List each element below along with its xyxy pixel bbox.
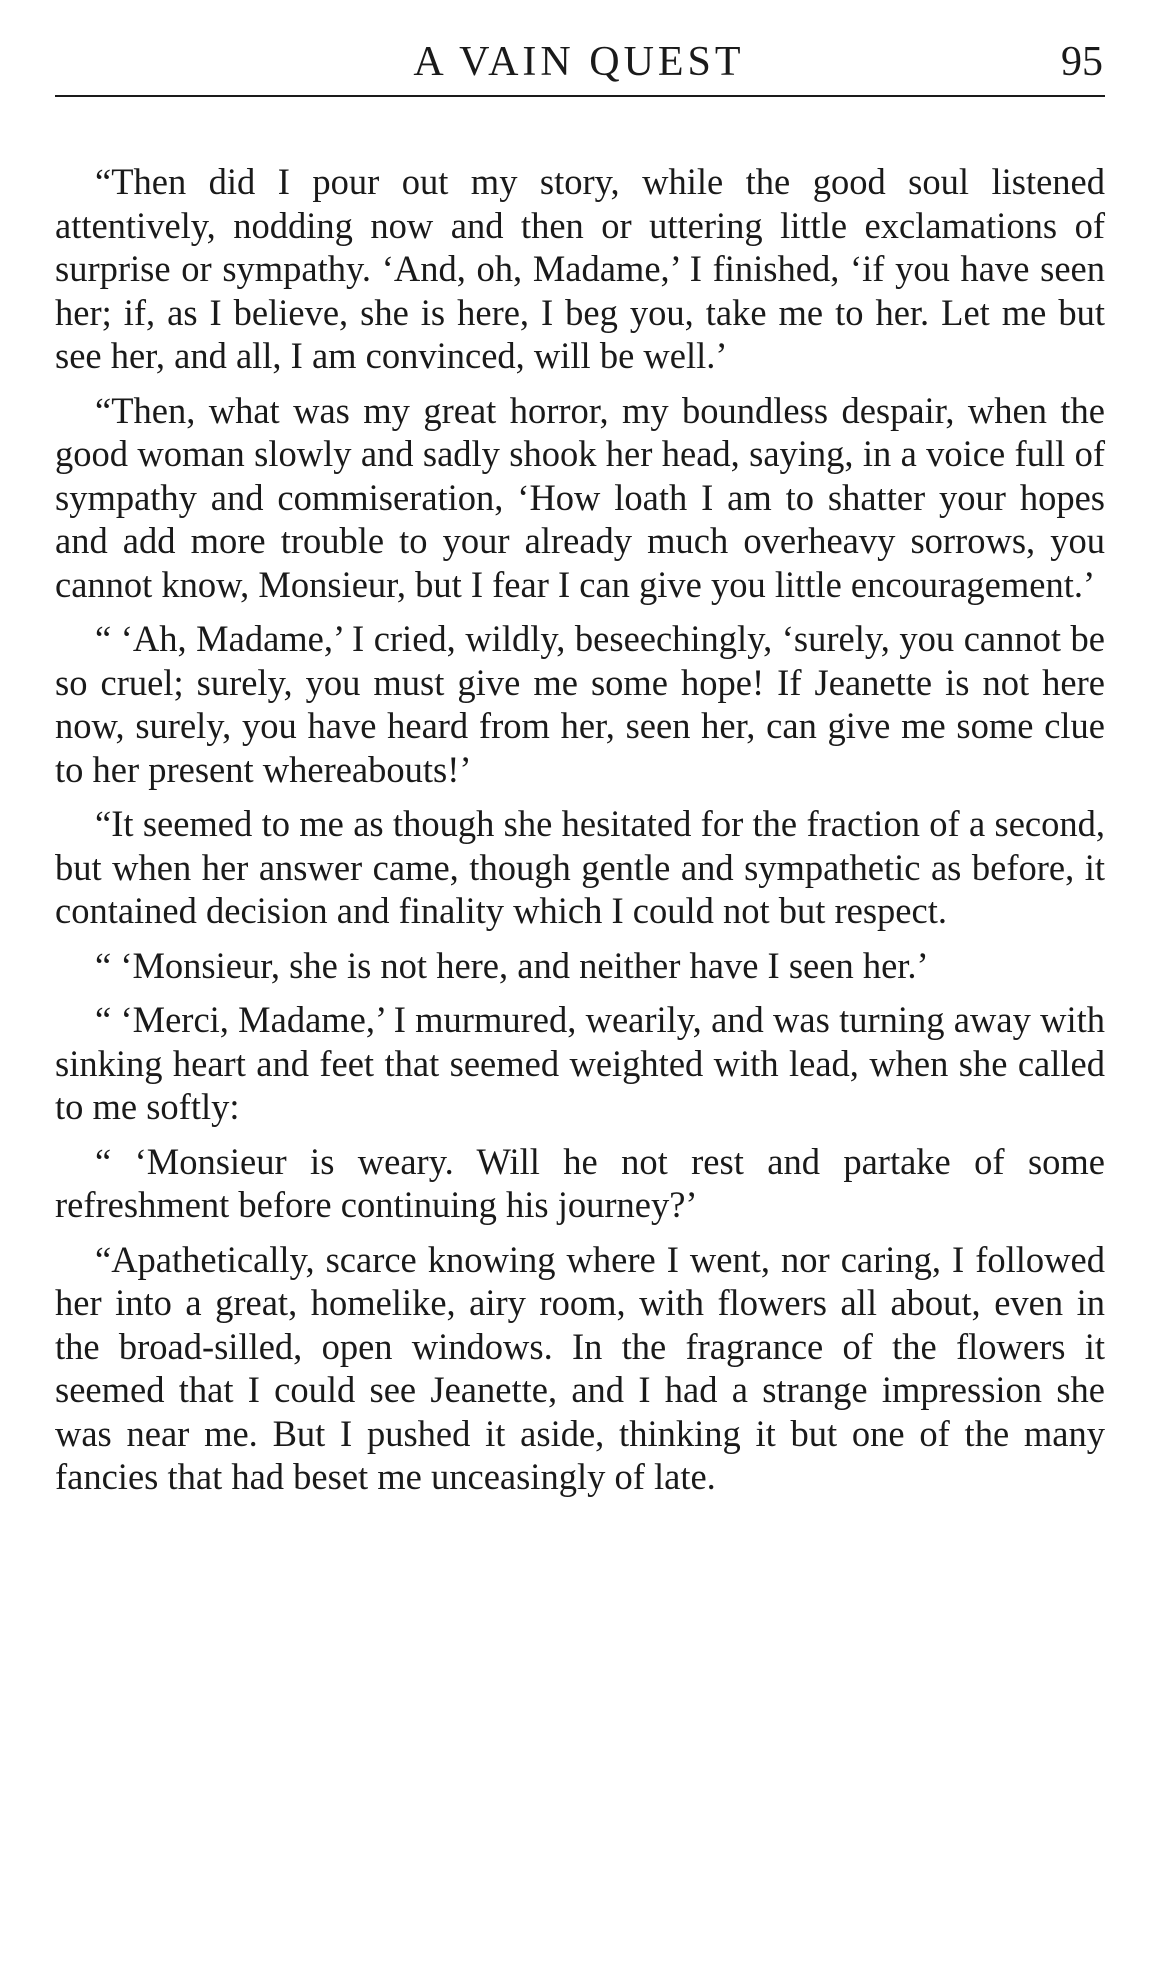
paragraph: “Then did I pour out my story, while the good soul listened attentively, nodding now and then or uttering little exclamations of surprise or sympathy. ‘And, oh, Madame,’ I finished, ‘if you have seen her; if, as I believe, she is here, I beg you, take me to her. Let me but see her, and all, I am convinced, will be well.’ bbox=[55, 161, 1105, 376]
paragraph: “ ‘Monsieur is weary. Will he not rest and partake of some refreshment before continuing his journey?’ bbox=[55, 1140, 1105, 1225]
paragraph: “ ‘Monsieur, she is not here, and neither have I seen her.’ bbox=[95, 944, 929, 986]
paragraph: “It seemed to me as though she hesitated for the fraction of a second, but when her answer came, though gentle and sympathetic as before, it contained decision and finality which I could not but respect. bbox=[55, 803, 1105, 931]
body-text bbox=[55, 160, 1105, 1510]
paragraph: “ ‘Ah, Madame,’ I cried, wildly, beseechingly, ‘surely, you cannot be so cruel; surely, you must give me some hope! If Jeanette is not here now, surely, you have heard from her, seen her, can give me some clue to her present whereabouts!’ bbox=[55, 618, 1105, 790]
paragraph: “Apathetically, scarce knowing where I went, nor caring, I followed her into a great, homelike, airy room, with flowers all about, even in the broad-silled, open windows. In the fragrance of the flowers it seemed that I could see Jeanette, and I had a strange impression she was near me. But I pushed it aside, thinking it but one of the many fancies that had beset me unceasingly of late. bbox=[55, 1238, 1105, 1497]
paragraph: “ ‘Merci, Madame,’ I murmured, wearily, and was turning away with sinking heart and feet that seemed weighted with lead, when she called to me softly: bbox=[55, 999, 1105, 1127]
header-rule bbox=[55, 95, 1105, 97]
page-number: 95 bbox=[1061, 39, 1103, 85]
running-head bbox=[55, 34, 1103, 94]
running-title: A VAIN QUEST bbox=[413, 39, 745, 85]
paragraph: “Then, what was my great horror, my boundless despair, when the good woman slowly and sadly shook her head, saying, in a voice full of sympathy and commiseration, ‘How loath I am to shatter your hopes and add more trouble to your already much overheavy sorrows, you cannot know, Monsieur, but I fear I can give you little encouragement.’ bbox=[55, 389, 1105, 605]
